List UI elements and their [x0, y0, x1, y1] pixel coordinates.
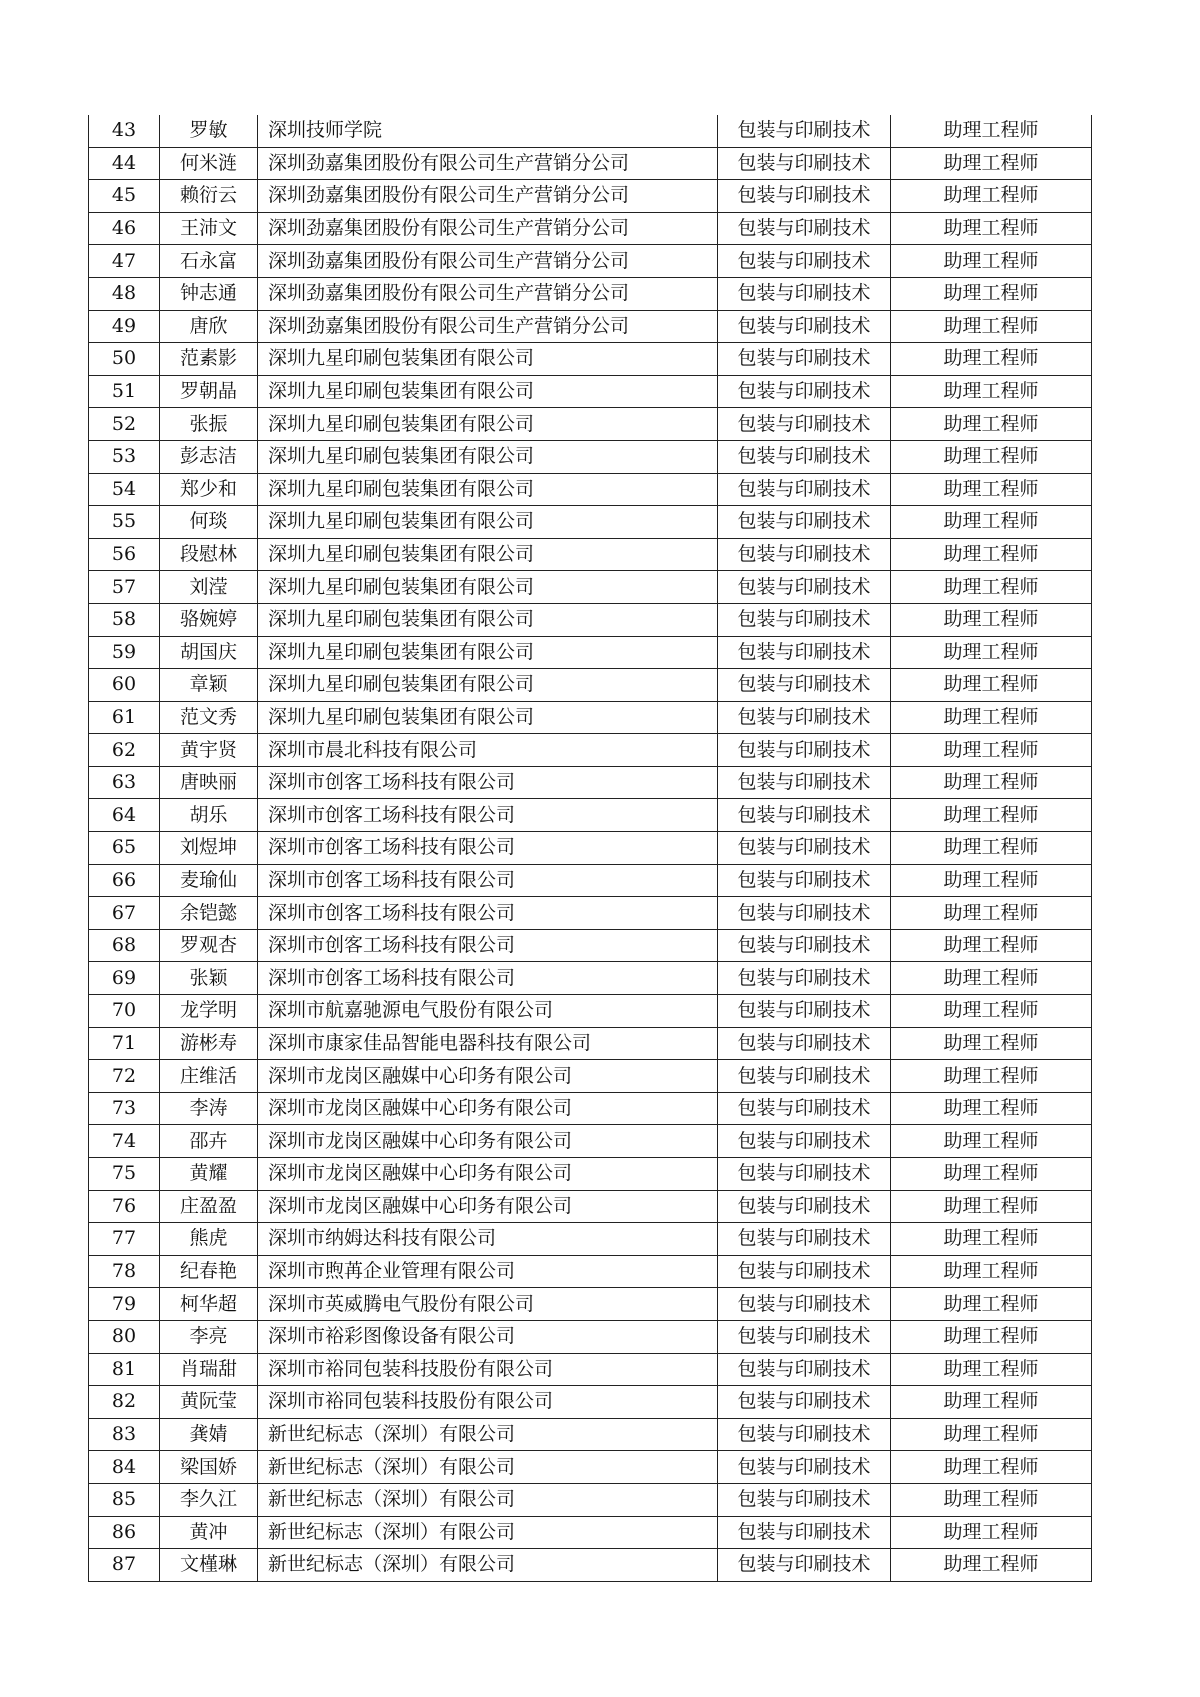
specialty-cell: 包装与印刷技术	[718, 1516, 891, 1549]
qualification-title-cell: 助理工程师	[891, 1190, 1092, 1223]
specialty-cell: 包装与印刷技术	[718, 603, 891, 636]
organization-cell: 深圳技师学院	[258, 115, 718, 147]
row-number-cell: 47	[89, 245, 160, 278]
specialty-cell: 包装与印刷技术	[718, 310, 891, 343]
person-name-cell: 庄维活	[160, 1060, 258, 1093]
organization-cell: 深圳市创客工场科技有限公司	[258, 864, 718, 897]
table-row	[89, 115, 1092, 147]
specialty-cell: 包装与印刷技术	[718, 1483, 891, 1516]
person-name-cell: 胡国庆	[160, 636, 258, 669]
qualification-title-cell: 助理工程师	[891, 701, 1092, 734]
person-name-cell: 张颖	[160, 962, 258, 995]
table-row	[89, 1060, 1092, 1093]
specialty-cell: 包装与印刷技术	[718, 1255, 891, 1288]
row-number-cell: 86	[89, 1516, 160, 1549]
qualification-title-cell: 助理工程师	[891, 1418, 1092, 1451]
specialty-cell: 包装与印刷技术	[718, 375, 891, 408]
specialty-cell: 包装与印刷技术	[718, 538, 891, 571]
row-number-cell: 44	[89, 147, 160, 180]
person-name-cell: 庄盈盈	[160, 1190, 258, 1223]
person-name-cell: 黄冲	[160, 1516, 258, 1549]
row-number-cell: 76	[89, 1190, 160, 1223]
specialty-cell: 包装与印刷技术	[718, 147, 891, 180]
specialty-cell: 包装与印刷技术	[718, 1451, 891, 1484]
qualification-title-cell: 助理工程师	[891, 636, 1092, 669]
row-number-cell: 43	[89, 115, 160, 147]
qualification-title-cell: 助理工程师	[891, 571, 1092, 604]
qualification-title-cell: 助理工程师	[891, 962, 1092, 995]
person-name-cell: 肖瑞甜	[160, 1353, 258, 1386]
table-row	[89, 897, 1092, 930]
row-number-cell: 66	[89, 864, 160, 897]
person-name-cell: 黄耀	[160, 1158, 258, 1191]
organization-cell: 深圳市龙岗区融媒中心印务有限公司	[258, 1190, 718, 1223]
table-row	[89, 310, 1092, 343]
person-name-cell: 文槿琳	[160, 1549, 258, 1582]
row-number-cell: 65	[89, 832, 160, 865]
specialty-cell: 包装与印刷技术	[718, 701, 891, 734]
organization-cell: 深圳九星印刷包装集团有限公司	[258, 669, 718, 702]
row-number-cell: 69	[89, 962, 160, 995]
qualification-title-cell: 助理工程师	[891, 1320, 1092, 1353]
table-row	[89, 1483, 1092, 1516]
person-name-cell: 余铠懿	[160, 897, 258, 930]
organization-cell: 新世纪标志（深圳）有限公司	[258, 1483, 718, 1516]
organization-cell: 深圳九星印刷包装集团有限公司	[258, 343, 718, 376]
qualification-title-cell: 助理工程师	[891, 669, 1092, 702]
organization-cell: 深圳市裕彩图像设备有限公司	[258, 1320, 718, 1353]
row-number-cell: 73	[89, 1092, 160, 1125]
organization-cell: 深圳市创客工场科技有限公司	[258, 929, 718, 962]
person-name-cell: 彭志洁	[160, 440, 258, 473]
person-name-cell: 赖衍云	[160, 180, 258, 213]
organization-cell: 深圳九星印刷包装集团有限公司	[258, 408, 718, 441]
qualification-title-cell: 助理工程师	[891, 1092, 1092, 1125]
specialty-cell: 包装与印刷技术	[718, 864, 891, 897]
row-number-cell: 45	[89, 180, 160, 213]
table-row	[89, 147, 1092, 180]
specialty-cell: 包装与印刷技术	[718, 929, 891, 962]
organization-cell: 新世纪标志（深圳）有限公司	[258, 1549, 718, 1582]
row-number-cell: 53	[89, 440, 160, 473]
person-name-cell: 范素影	[160, 343, 258, 376]
qualification-title-cell: 助理工程师	[891, 408, 1092, 441]
specialty-cell: 包装与印刷技术	[718, 1158, 891, 1191]
person-name-cell: 刘滢	[160, 571, 258, 604]
qualification-title-cell: 助理工程师	[891, 245, 1092, 278]
table-row	[89, 1190, 1092, 1223]
table-row	[89, 995, 1092, 1028]
person-name-cell: 邵卉	[160, 1125, 258, 1158]
row-number-cell: 71	[89, 1027, 160, 1060]
table-row	[89, 375, 1092, 408]
specialty-cell: 包装与印刷技术	[718, 1418, 891, 1451]
table-row	[89, 1386, 1092, 1419]
person-name-cell: 何琰	[160, 506, 258, 539]
person-name-cell: 张振	[160, 408, 258, 441]
person-name-cell: 刘煜坤	[160, 832, 258, 865]
table-row	[89, 1158, 1092, 1191]
qualification-title-cell: 助理工程师	[891, 1060, 1092, 1093]
organization-cell: 深圳劲嘉集团股份有限公司生产营销分公司	[258, 277, 718, 310]
qualification-title-cell: 助理工程师	[891, 1255, 1092, 1288]
specialty-cell: 包装与印刷技术	[718, 1288, 891, 1321]
person-name-cell: 黄阮莹	[160, 1386, 258, 1419]
organization-cell: 深圳九星印刷包装集团有限公司	[258, 506, 718, 539]
table-row	[89, 440, 1092, 473]
qualification-title-cell: 助理工程师	[891, 832, 1092, 865]
qualification-title-cell: 助理工程师	[891, 1483, 1092, 1516]
row-number-cell: 78	[89, 1255, 160, 1288]
specialty-cell: 包装与印刷技术	[718, 506, 891, 539]
row-number-cell: 60	[89, 669, 160, 702]
table-row	[89, 1255, 1092, 1288]
organization-cell: 深圳市龙岗区融媒中心印务有限公司	[258, 1158, 718, 1191]
qualification-title-cell: 助理工程师	[891, 995, 1092, 1028]
row-number-cell: 58	[89, 603, 160, 636]
person-name-cell: 熊虎	[160, 1223, 258, 1256]
table-row	[89, 603, 1092, 636]
organization-cell: 深圳市晨北科技有限公司	[258, 734, 718, 767]
qualification-title-cell: 助理工程师	[891, 343, 1092, 376]
specialty-cell: 包装与印刷技术	[718, 1027, 891, 1060]
table-row	[89, 1092, 1092, 1125]
specialty-cell: 包装与印刷技术	[718, 1386, 891, 1419]
person-name-cell: 段慰林	[160, 538, 258, 571]
table-row	[89, 1353, 1092, 1386]
qualification-title-cell: 助理工程师	[891, 506, 1092, 539]
table-row	[89, 701, 1092, 734]
specialty-cell: 包装与印刷技术	[718, 1353, 891, 1386]
qualification-title-cell: 助理工程师	[891, 147, 1092, 180]
organization-cell: 深圳九星印刷包装集团有限公司	[258, 440, 718, 473]
person-name-cell: 王沛文	[160, 212, 258, 245]
organization-cell: 深圳市创客工场科技有限公司	[258, 832, 718, 865]
person-name-cell: 龙学明	[160, 995, 258, 1028]
specialty-cell: 包装与印刷技术	[718, 1092, 891, 1125]
specialty-cell: 包装与印刷技术	[718, 1223, 891, 1256]
table-row	[89, 1125, 1092, 1158]
organization-cell: 深圳九星印刷包装集团有限公司	[258, 473, 718, 506]
organization-cell: 新世纪标志（深圳）有限公司	[258, 1418, 718, 1451]
row-number-cell: 64	[89, 799, 160, 832]
organization-cell: 深圳九星印刷包装集团有限公司	[258, 603, 718, 636]
person-name-cell: 纪春艳	[160, 1255, 258, 1288]
person-name-cell: 黄宇贤	[160, 734, 258, 767]
table-row	[89, 799, 1092, 832]
table-row	[89, 1288, 1092, 1321]
organization-cell: 深圳九星印刷包装集团有限公司	[258, 538, 718, 571]
qualification-title-cell: 助理工程师	[891, 473, 1092, 506]
qualification-title-cell: 助理工程师	[891, 1288, 1092, 1321]
organization-cell: 新世纪标志（深圳）有限公司	[258, 1516, 718, 1549]
table-row	[89, 1223, 1092, 1256]
specialty-cell: 包装与印刷技术	[718, 571, 891, 604]
qualification-title-cell: 助理工程师	[891, 929, 1092, 962]
qualification-title-cell: 助理工程师	[891, 1353, 1092, 1386]
row-number-cell: 81	[89, 1353, 160, 1386]
organization-cell: 深圳九星印刷包装集团有限公司	[258, 375, 718, 408]
row-number-cell: 56	[89, 538, 160, 571]
specialty-cell: 包装与印刷技术	[718, 440, 891, 473]
specialty-cell: 包装与印刷技术	[718, 245, 891, 278]
organization-cell: 深圳劲嘉集团股份有限公司生产营销分公司	[258, 147, 718, 180]
specialty-cell: 包装与印刷技术	[718, 1320, 891, 1353]
person-name-cell: 梁国娇	[160, 1451, 258, 1484]
qualification-title-cell: 助理工程师	[891, 1516, 1092, 1549]
table-row	[89, 832, 1092, 865]
specialty-cell: 包装与印刷技术	[718, 897, 891, 930]
qualification-title-cell: 助理工程师	[891, 1451, 1092, 1484]
organization-cell: 深圳市煦苒企业管理有限公司	[258, 1255, 718, 1288]
qualification-title-cell: 助理工程师	[891, 1027, 1092, 1060]
table-row	[89, 1516, 1092, 1549]
table-row	[89, 473, 1092, 506]
organization-cell: 深圳市创客工场科技有限公司	[258, 766, 718, 799]
organization-cell: 深圳市龙岗区融媒中心印务有限公司	[258, 1060, 718, 1093]
row-number-cell: 63	[89, 766, 160, 799]
row-number-cell: 80	[89, 1320, 160, 1353]
organization-cell: 深圳市康家佳品智能电器科技有限公司	[258, 1027, 718, 1060]
person-name-cell: 龚婧	[160, 1418, 258, 1451]
table-row	[89, 1549, 1092, 1582]
specialty-cell: 包装与印刷技术	[718, 1190, 891, 1223]
table-row	[89, 734, 1092, 767]
specialty-cell: 包装与印刷技术	[718, 343, 891, 376]
organization-cell: 深圳劲嘉集团股份有限公司生产营销分公司	[258, 245, 718, 278]
person-name-cell: 李涛	[160, 1092, 258, 1125]
organization-cell: 深圳市创客工场科技有限公司	[258, 962, 718, 995]
specialty-cell: 包装与印刷技术	[718, 1125, 891, 1158]
person-name-cell: 范文秀	[160, 701, 258, 734]
organization-cell: 深圳市纳姆达科技有限公司	[258, 1223, 718, 1256]
specialty-cell: 包装与印刷技术	[718, 212, 891, 245]
qualification-title-cell: 助理工程师	[891, 538, 1092, 571]
table-row	[89, 245, 1092, 278]
organization-cell: 深圳劲嘉集团股份有限公司生产营销分公司	[258, 180, 718, 213]
person-name-cell: 骆婉婷	[160, 603, 258, 636]
person-name-cell: 游彬寿	[160, 1027, 258, 1060]
row-number-cell: 87	[89, 1549, 160, 1582]
person-name-cell: 李久江	[160, 1483, 258, 1516]
row-number-cell: 50	[89, 343, 160, 376]
specialty-cell: 包装与印刷技术	[718, 832, 891, 865]
organization-cell: 深圳市龙岗区融媒中心印务有限公司	[258, 1092, 718, 1125]
person-name-cell: 石永富	[160, 245, 258, 278]
qualification-title-cell: 助理工程师	[891, 375, 1092, 408]
person-name-cell: 罗敏	[160, 115, 258, 147]
qualification-title-cell: 助理工程师	[891, 440, 1092, 473]
table-row	[89, 571, 1092, 604]
qualification-title-cell: 助理工程师	[891, 212, 1092, 245]
row-number-cell: 70	[89, 995, 160, 1028]
person-name-cell: 李亮	[160, 1320, 258, 1353]
table-row	[89, 1418, 1092, 1451]
row-number-cell: 79	[89, 1288, 160, 1321]
organization-cell: 新世纪标志（深圳）有限公司	[258, 1451, 718, 1484]
specialty-cell: 包装与印刷技术	[718, 1060, 891, 1093]
table-row	[89, 538, 1092, 571]
table-row	[89, 1027, 1092, 1060]
person-name-cell: 钟志通	[160, 277, 258, 310]
row-number-cell: 77	[89, 1223, 160, 1256]
table-row	[89, 766, 1092, 799]
row-number-cell: 68	[89, 929, 160, 962]
roster-table	[88, 115, 1092, 1582]
person-name-cell: 柯华超	[160, 1288, 258, 1321]
specialty-cell: 包装与印刷技术	[718, 473, 891, 506]
row-number-cell: 72	[89, 1060, 160, 1093]
organization-cell: 深圳劲嘉集团股份有限公司生产营销分公司	[258, 310, 718, 343]
row-number-cell: 62	[89, 734, 160, 767]
specialty-cell: 包装与印刷技术	[718, 408, 891, 441]
person-name-cell: 何米涟	[160, 147, 258, 180]
row-number-cell: 59	[89, 636, 160, 669]
row-number-cell: 48	[89, 277, 160, 310]
specialty-cell: 包装与印刷技术	[718, 277, 891, 310]
qualification-title-cell: 助理工程师	[891, 1125, 1092, 1158]
qualification-title-cell: 助理工程师	[891, 734, 1092, 767]
qualification-title-cell: 助理工程师	[891, 180, 1092, 213]
row-number-cell: 57	[89, 571, 160, 604]
table-row	[89, 929, 1092, 962]
qualification-title-cell: 助理工程师	[891, 1158, 1092, 1191]
specialty-cell: 包装与印刷技术	[718, 799, 891, 832]
qualification-title-cell: 助理工程师	[891, 310, 1092, 343]
qualification-title-cell: 助理工程师	[891, 603, 1092, 636]
table-row	[89, 180, 1092, 213]
qualification-title-cell: 助理工程师	[891, 799, 1092, 832]
qualification-title-cell: 助理工程师	[891, 864, 1092, 897]
qualification-title-cell: 助理工程师	[891, 1386, 1092, 1419]
specialty-cell: 包装与印刷技术	[718, 962, 891, 995]
organization-cell: 深圳九星印刷包装集团有限公司	[258, 571, 718, 604]
table-row	[89, 636, 1092, 669]
qualification-title-cell: 助理工程师	[891, 897, 1092, 930]
table-row	[89, 343, 1092, 376]
qualification-title-cell: 助理工程师	[891, 1549, 1092, 1582]
row-number-cell: 85	[89, 1483, 160, 1516]
qualification-title-cell: 助理工程师	[891, 277, 1092, 310]
table-row	[89, 962, 1092, 995]
row-number-cell: 67	[89, 897, 160, 930]
person-name-cell: 郑少和	[160, 473, 258, 506]
specialty-cell: 包装与印刷技术	[718, 669, 891, 702]
qualification-title-cell: 助理工程师	[891, 1223, 1092, 1256]
row-number-cell: 49	[89, 310, 160, 343]
person-name-cell: 罗观杏	[160, 929, 258, 962]
specialty-cell: 包装与印刷技术	[718, 1549, 891, 1582]
organization-cell: 深圳市裕同包装科技股份有限公司	[258, 1353, 718, 1386]
row-number-cell: 61	[89, 701, 160, 734]
row-number-cell: 55	[89, 506, 160, 539]
organization-cell: 深圳市创客工场科技有限公司	[258, 897, 718, 930]
row-number-cell: 54	[89, 473, 160, 506]
table-row	[89, 1451, 1092, 1484]
specialty-cell: 包装与印刷技术	[718, 734, 891, 767]
row-number-cell: 52	[89, 408, 160, 441]
person-name-cell: 胡乐	[160, 799, 258, 832]
row-number-cell: 74	[89, 1125, 160, 1158]
organization-cell: 深圳市龙岗区融媒中心印务有限公司	[258, 1125, 718, 1158]
table-row	[89, 506, 1092, 539]
table-row	[89, 277, 1092, 310]
table-row	[89, 669, 1092, 702]
row-number-cell: 46	[89, 212, 160, 245]
organization-cell: 深圳市航嘉驰源电气股份有限公司	[258, 995, 718, 1028]
qualification-title-cell: 助理工程师	[891, 115, 1092, 147]
organization-cell: 深圳市裕同包装科技股份有限公司	[258, 1386, 718, 1419]
row-number-cell: 83	[89, 1418, 160, 1451]
row-number-cell: 82	[89, 1386, 160, 1419]
specialty-cell: 包装与印刷技术	[718, 180, 891, 213]
specialty-cell: 包装与印刷技术	[718, 636, 891, 669]
organization-cell: 深圳劲嘉集团股份有限公司生产营销分公司	[258, 212, 718, 245]
organization-cell: 深圳九星印刷包装集团有限公司	[258, 636, 718, 669]
person-name-cell: 章颖	[160, 669, 258, 702]
organization-cell: 深圳九星印刷包装集团有限公司	[258, 701, 718, 734]
table-row	[89, 864, 1092, 897]
table-row	[89, 408, 1092, 441]
row-number-cell: 75	[89, 1158, 160, 1191]
row-number-cell: 51	[89, 375, 160, 408]
person-name-cell: 唐欣	[160, 310, 258, 343]
organization-cell: 深圳市创客工场科技有限公司	[258, 799, 718, 832]
table-row	[89, 212, 1092, 245]
roster-body	[89, 115, 1092, 1581]
qualification-title-cell: 助理工程师	[891, 766, 1092, 799]
organization-cell: 深圳市英威腾电气股份有限公司	[258, 1288, 718, 1321]
table-row	[89, 1320, 1092, 1353]
row-number-cell: 84	[89, 1451, 160, 1484]
person-name-cell: 唐映丽	[160, 766, 258, 799]
person-name-cell: 罗朝晶	[160, 375, 258, 408]
specialty-cell: 包装与印刷技术	[718, 766, 891, 799]
specialty-cell: 包装与印刷技术	[718, 115, 891, 147]
person-name-cell: 麦瑜仙	[160, 864, 258, 897]
specialty-cell: 包装与印刷技术	[718, 995, 891, 1028]
